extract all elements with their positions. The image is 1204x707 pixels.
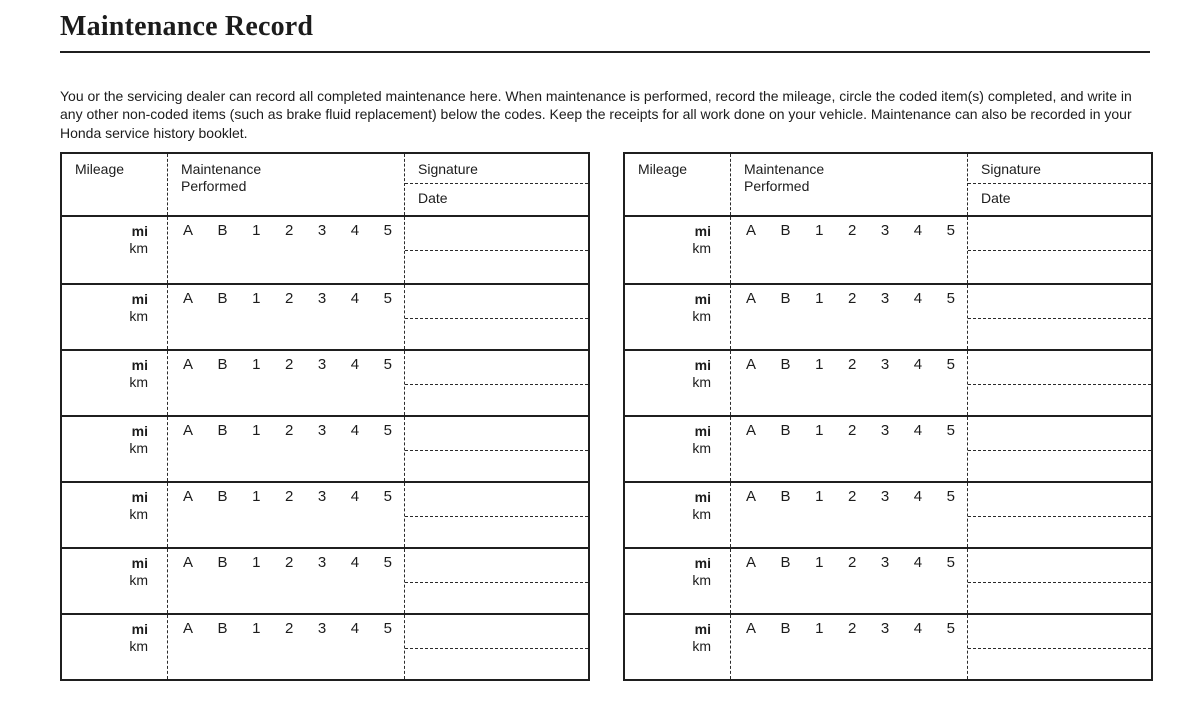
mileage-unit-km: km: [129, 572, 148, 589]
mileage-unit-km: km: [129, 440, 148, 457]
maintenance-code: 1: [815, 422, 824, 440]
maintenance-code: 2: [284, 620, 294, 638]
maintenance-code: 4: [350, 488, 360, 506]
maintenance-code: 3: [880, 488, 890, 506]
maintenance-code: 3: [880, 554, 890, 572]
maintenance-code: 3: [880, 620, 890, 638]
maintenance-record-row: [625, 217, 1151, 283]
signature-date-cell: [405, 217, 588, 283]
maintenance-code: B: [217, 620, 228, 638]
mileage-entry-cell: [625, 483, 731, 547]
table-header-row: [625, 154, 1151, 217]
date-field: [405, 451, 588, 481]
signature-field: [968, 351, 1151, 385]
maintenance-code: 1: [252, 488, 261, 506]
mileage-unit-mi: mi: [131, 555, 148, 572]
maintenance-code: 2: [284, 422, 294, 440]
maintenance-code: 3: [317, 422, 327, 440]
maintenance-code: 1: [252, 290, 261, 308]
maintenance-code: 5: [383, 488, 392, 506]
maintenance-codes-cell: [731, 417, 968, 481]
signature-date-cell: [405, 285, 588, 349]
header-date: Date: [418, 190, 448, 207]
signature-field: [405, 615, 588, 649]
maintenance-code: B: [217, 422, 228, 440]
maintenance-code: B: [780, 422, 791, 440]
mileage-unit-km: km: [692, 572, 711, 589]
signature-date-cell: [405, 549, 588, 613]
signature-date-cell: [405, 351, 588, 415]
maintenance-code: 5: [383, 554, 392, 572]
signature-date-cell: [405, 615, 588, 679]
date-field: [968, 451, 1151, 481]
maintenance-code: 5: [946, 488, 955, 506]
signature-field: [968, 549, 1151, 583]
maintenance-code: 4: [913, 488, 923, 506]
maintenance-code: 2: [847, 222, 857, 240]
maintenance-code: 3: [317, 356, 327, 374]
maintenance-code: 4: [913, 620, 923, 638]
mileage-unit-km: km: [692, 308, 711, 325]
maintenance-code: B: [780, 554, 791, 572]
maintenance-codes-cell: [731, 285, 968, 349]
maintenance-codes-cell: [168, 615, 405, 679]
maintenance-code: 4: [350, 422, 360, 440]
maintenance-code: B: [780, 356, 791, 374]
date-field: [968, 385, 1151, 415]
date-field: [968, 251, 1151, 283]
maintenance-code: A: [183, 488, 194, 506]
mileage-entry-cell: [625, 351, 731, 415]
maintenance-table-left: [60, 152, 590, 681]
maintenance-code: B: [217, 222, 228, 240]
maintenance-code: B: [780, 222, 791, 240]
header-signature: Signature: [405, 154, 588, 184]
maintenance-codes-cell: [731, 217, 968, 283]
title-divider-rule: [60, 51, 1150, 53]
signature-field: [405, 285, 588, 319]
maintenance-table-right: [623, 152, 1153, 681]
signature-date-cell: [405, 483, 588, 547]
mileage-unit-km: km: [692, 240, 711, 257]
maintenance-code: 4: [350, 356, 360, 374]
maintenance-code: 5: [383, 290, 392, 308]
header-maintenance-line1: Maintenance: [744, 161, 825, 178]
maintenance-code: 5: [383, 222, 392, 240]
mileage-unit-mi: mi: [131, 489, 148, 506]
maintenance-code: 5: [946, 290, 955, 308]
date-field: [405, 649, 588, 679]
maintenance-record-row: [625, 481, 1151, 547]
maintenance-code: A: [746, 356, 757, 374]
maintenance-code: 4: [913, 290, 923, 308]
date-field: [405, 385, 588, 415]
maintenance-code: 4: [913, 222, 923, 240]
maintenance-code: 1: [815, 290, 824, 308]
maintenance-code: 1: [815, 620, 824, 638]
signature-date-cell: [968, 217, 1151, 283]
maintenance-record-row: [62, 283, 588, 349]
header-signature-date: [405, 154, 588, 215]
maintenance-tables: [60, 152, 1204, 681]
maintenance-record-row: [62, 481, 588, 547]
maintenance-code: B: [780, 620, 791, 638]
mileage-unit-km: km: [129, 240, 148, 257]
maintenance-code: B: [217, 356, 228, 374]
maintenance-code: 2: [847, 356, 857, 374]
header-maintenance-line2: Performed: [181, 178, 247, 195]
maintenance-code: 5: [383, 620, 392, 638]
header-mileage: Mileage: [625, 154, 731, 215]
maintenance-code: 4: [350, 620, 360, 638]
maintenance-codes-cell: [731, 549, 968, 613]
mileage-unit-mi: mi: [131, 621, 148, 638]
signature-field: [968, 483, 1151, 517]
maintenance-code: B: [217, 290, 228, 308]
mileage-entry-cell: [62, 285, 168, 349]
maintenance-code: B: [780, 488, 791, 506]
maintenance-code: 2: [284, 356, 294, 374]
maintenance-code: 5: [383, 356, 392, 374]
signature-field: [968, 417, 1151, 451]
mileage-unit-mi: mi: [131, 223, 148, 240]
maintenance-record-row: [62, 547, 588, 613]
header-maintenance-line1: Maintenance: [181, 161, 262, 178]
mileage-unit-km: km: [129, 638, 148, 655]
mileage-entry-cell: [62, 549, 168, 613]
maintenance-code: 5: [946, 620, 955, 638]
maintenance-code: 4: [913, 356, 923, 374]
maintenance-codes-cell: [168, 549, 405, 613]
mileage-unit-mi: mi: [694, 291, 711, 308]
maintenance-record-row: [625, 547, 1151, 613]
maintenance-code: 1: [252, 620, 261, 638]
date-field: [968, 319, 1151, 349]
maintenance-code: 1: [815, 222, 824, 240]
maintenance-code: 1: [252, 422, 261, 440]
maintenance-record-row: [625, 415, 1151, 481]
maintenance-code: B: [217, 554, 228, 572]
maintenance-code: A: [183, 290, 194, 308]
header-maintenance-line2: Performed: [744, 178, 810, 195]
intro-paragraph: You or the servicing dealer can record all completed maintenance here. When maintenance is performed, record the mileage, circle the coded item(s) completed, and write in any other non-coded items (such as brake fluid replacement) below the codes. Keep the receipts for all work done on your vehicle. Maintenance can also be recorded in your Honda service history booklet.: [60, 88, 1132, 141]
maintenance-code: 1: [252, 222, 261, 240]
maintenance-code: 4: [350, 290, 360, 308]
date-field: [968, 583, 1151, 613]
mileage-entry-cell: [625, 285, 731, 349]
mileage-entry-cell: [625, 549, 731, 613]
maintenance-record-row: [625, 349, 1151, 415]
mileage-entry-cell: [625, 417, 731, 481]
maintenance-codes-cell: [168, 217, 405, 283]
maintenance-code: A: [183, 356, 194, 374]
maintenance-codes-cell: [731, 351, 968, 415]
maintenance-code: 5: [383, 422, 392, 440]
maintenance-code: 1: [252, 356, 261, 374]
header-date: Date: [981, 190, 1011, 207]
maintenance-code: A: [746, 290, 757, 308]
maintenance-code: 3: [317, 554, 327, 572]
maintenance-code: A: [183, 620, 194, 638]
maintenance-code: 2: [284, 488, 294, 506]
signature-date-cell: [968, 351, 1151, 415]
maintenance-code: 3: [317, 290, 327, 308]
signature-date-cell: [968, 615, 1151, 679]
signature-date-cell: [968, 483, 1151, 547]
signature-field: [405, 351, 588, 385]
mileage-entry-cell: [62, 217, 168, 283]
maintenance-codes-cell: [731, 615, 968, 679]
maintenance-code: 5: [946, 222, 955, 240]
mileage-unit-mi: mi: [131, 423, 148, 440]
mileage-entry-cell: [62, 483, 168, 547]
maintenance-codes-cell: [168, 417, 405, 481]
mileage-unit-mi: mi: [131, 357, 148, 374]
maintenance-code: A: [183, 422, 194, 440]
maintenance-code: A: [183, 222, 194, 240]
signature-date-cell: [405, 417, 588, 481]
maintenance-code: A: [746, 554, 757, 572]
date-field: [405, 319, 588, 349]
maintenance-code: B: [780, 290, 791, 308]
mileage-entry-cell: [62, 417, 168, 481]
header-signature: Signature: [968, 154, 1151, 184]
date-field: [968, 517, 1151, 547]
maintenance-code: 4: [913, 422, 923, 440]
header-signature-date: [968, 154, 1151, 215]
maintenance-code: 2: [847, 554, 857, 572]
date-field: [968, 649, 1151, 679]
mileage-unit-mi: mi: [694, 489, 711, 506]
mileage-unit-km: km: [692, 440, 711, 457]
maintenance-code: A: [746, 422, 757, 440]
page-title: Maintenance Record: [60, 11, 314, 42]
signature-date-cell: [968, 285, 1151, 349]
maintenance-record-row: [62, 613, 588, 679]
maintenance-codes-cell: [731, 483, 968, 547]
maintenance-code: 3: [317, 222, 327, 240]
maintenance-code: 3: [880, 422, 890, 440]
maintenance-code: 2: [847, 290, 857, 308]
signature-field: [405, 417, 588, 451]
maintenance-code: 2: [847, 488, 857, 506]
maintenance-code: 1: [815, 554, 824, 572]
mileage-entry-cell: [62, 615, 168, 679]
maintenance-code: 5: [946, 554, 955, 572]
mileage-unit-km: km: [129, 308, 148, 325]
mileage-unit-mi: mi: [131, 291, 148, 308]
maintenance-code: A: [746, 620, 757, 638]
maintenance-record-row: [625, 283, 1151, 349]
mileage-unit-mi: mi: [694, 423, 711, 440]
signature-field: [968, 285, 1151, 319]
mileage-unit-km: km: [692, 374, 711, 391]
mileage-entry-cell: [625, 615, 731, 679]
signature-field: [968, 615, 1151, 649]
maintenance-codes-cell: [168, 351, 405, 415]
maintenance-code: 3: [317, 620, 327, 638]
header-maintenance-performed: [731, 154, 968, 215]
signature-field: [968, 217, 1151, 251]
mileage-entry-cell: [62, 351, 168, 415]
header-mileage: Mileage: [62, 154, 168, 215]
table-body: [62, 217, 588, 679]
maintenance-codes-cell: [168, 285, 405, 349]
maintenance-code: 1: [815, 356, 824, 374]
mileage-unit-km: km: [692, 506, 711, 523]
maintenance-code: 3: [880, 356, 890, 374]
date-field: [405, 583, 588, 613]
maintenance-code: A: [746, 488, 757, 506]
maintenance-code: 5: [946, 356, 955, 374]
mileage-unit-km: km: [129, 374, 148, 391]
signature-date-cell: [968, 417, 1151, 481]
maintenance-code: 1: [815, 488, 824, 506]
mileage-unit-km: km: [129, 506, 148, 523]
maintenance-code: 1: [252, 554, 261, 572]
signature-date-cell: [968, 549, 1151, 613]
mileage-entry-cell: [625, 217, 731, 283]
maintenance-code: A: [183, 554, 194, 572]
mileage-unit-mi: mi: [694, 223, 711, 240]
maintenance-code: 4: [350, 554, 360, 572]
maintenance-code: 4: [913, 554, 923, 572]
maintenance-code: 2: [284, 554, 294, 572]
header-maintenance-performed: [168, 154, 405, 215]
maintenance-code: A: [746, 222, 757, 240]
maintenance-record-row: [62, 217, 588, 283]
maintenance-code: 2: [284, 290, 294, 308]
maintenance-code: 5: [946, 422, 955, 440]
maintenance-code: 3: [880, 290, 890, 308]
table-body: [625, 217, 1151, 679]
signature-field: [405, 483, 588, 517]
date-field: [405, 251, 588, 283]
maintenance-code: 3: [317, 488, 327, 506]
mileage-unit-mi: mi: [694, 621, 711, 638]
maintenance-record-row: [62, 415, 588, 481]
maintenance-code: B: [217, 488, 228, 506]
mileage-unit-mi: mi: [694, 357, 711, 374]
maintenance-code: 2: [847, 620, 857, 638]
signature-field: [405, 217, 588, 251]
maintenance-code: 3: [880, 222, 890, 240]
signature-field: [405, 549, 588, 583]
maintenance-code: 2: [284, 222, 294, 240]
table-header-row: [62, 154, 588, 217]
mileage-unit-km: km: [692, 638, 711, 655]
maintenance-record-row: [62, 349, 588, 415]
maintenance-code: 4: [350, 222, 360, 240]
maintenance-record-row: [625, 613, 1151, 679]
mileage-unit-mi: mi: [694, 555, 711, 572]
maintenance-code: 2: [847, 422, 857, 440]
maintenance-codes-cell: [168, 483, 405, 547]
date-field: [405, 517, 588, 547]
